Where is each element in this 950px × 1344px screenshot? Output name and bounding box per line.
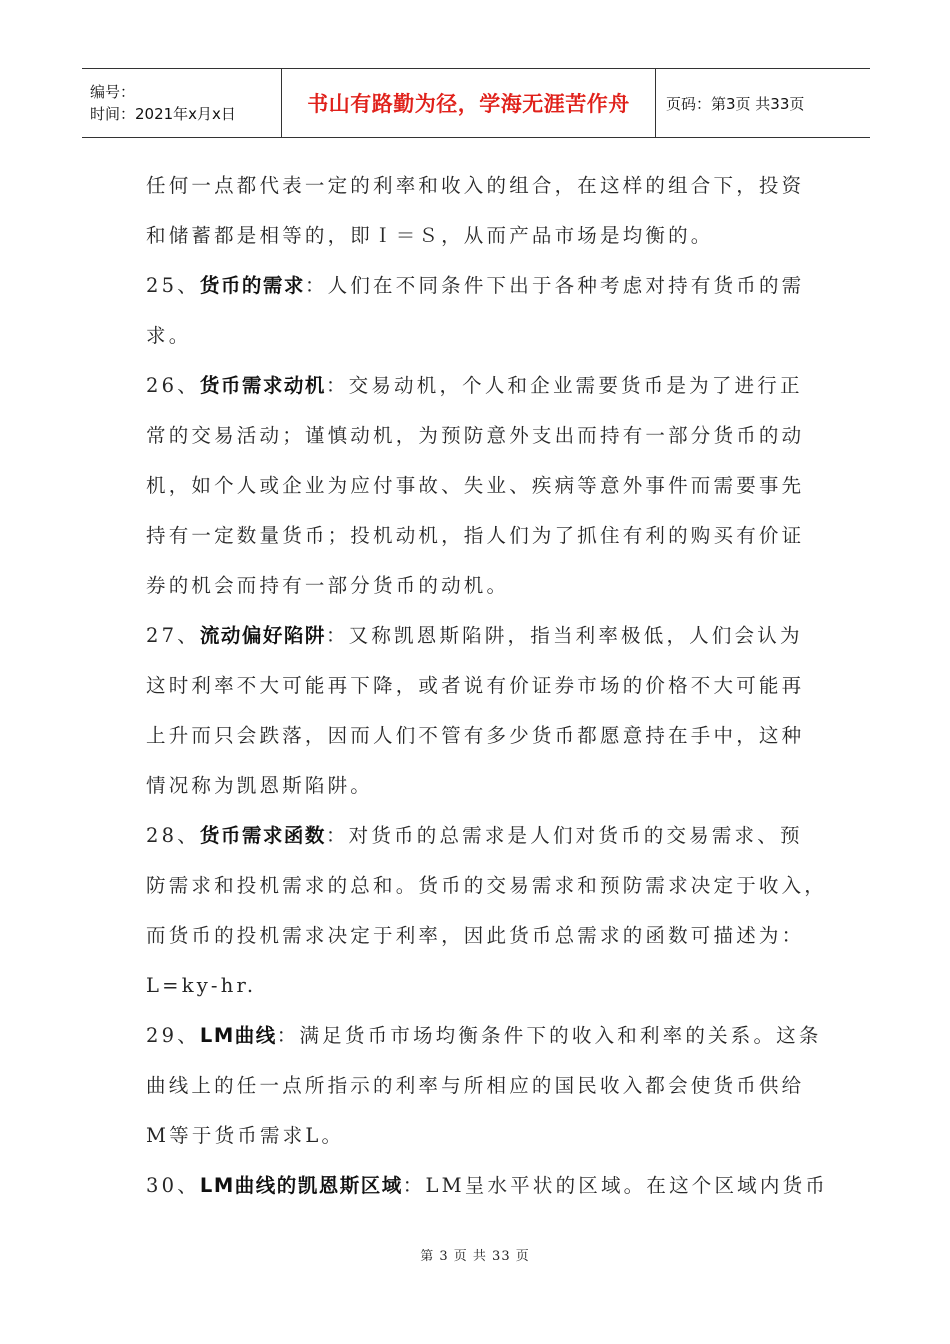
text-line [146,311,816,361]
line-text: 券的机会而持有一部分货币的动机。 [146,574,510,597]
line-text: 求。 [146,324,192,347]
line-text: ：交易动机，个人和企业需要货币是为了进行正 [325,374,803,397]
header-meta [82,69,282,137]
entry-number: 30、 [146,1174,200,1197]
line-text: 机，如个人或企业为应付事故、失业、疾病等意外事件而需要事先 [146,474,805,497]
definition-entry [146,811,816,861]
line-text: ：LM呈水平状的区域。在这个区域内货币 [402,1174,828,1197]
text-line [146,211,816,261]
term-heading: 货币需求函数 [199,824,326,847]
line-text: 而货币的投机需求决定于利率，因此货币总需求的函数可描述为： [146,924,805,947]
entry-number: 27、 [146,624,200,647]
line-text: 常的交易活动；谨慎动机，为预防意外支出而持有一部分货币的动 [146,424,805,447]
entry-number: 28、 [146,824,200,847]
header-motto: 书山有路勤为径，学海无涯苦作舟 [282,69,656,137]
line-text: 情况称为凯恩斯陷阱。 [146,774,374,797]
text-line [146,711,816,761]
line-text: 上升而只会跌落，因而人们不管有多少货币都愿意持在手中，这种 [146,724,805,747]
definition-entry [146,1161,828,1211]
line-text: ：人们在不同条件下出于各种考虑对持有货币的需 [304,274,805,297]
text-line [146,1061,816,1111]
document-header [82,68,870,138]
header-page-info: 页码：第3页 共33页 [666,94,805,113]
text-line [146,461,816,511]
line-text: ：对货币的总需求是人们对货币的交易需求、预 [325,824,803,847]
text-line [146,161,816,211]
definition-entry [146,261,816,311]
line-text: 曲线上的任一点所指示的利率与所相应的国民收入都会使货币供给 [146,1074,805,1097]
text-line [146,961,816,1011]
line-text: 任何一点都代表一定的利率和收入的组合，在这样的组合下，投资 [146,174,805,197]
document-body [146,161,828,1211]
text-line [146,1111,816,1161]
line-text: M等于货币需求L。 [146,1124,345,1147]
entry-number: 29、 [146,1024,200,1047]
definition-entry [146,611,816,661]
term-heading: 货币需求动机 [199,374,326,397]
line-text: 持有一定数量货币；投机动机，指人们为了抓住有利的购买有价证 [146,524,805,547]
term-heading: LM曲线 [199,1024,277,1047]
term-heading: LM曲线的凯恩斯区域 [199,1174,403,1197]
term-heading: 货币的需求 [199,274,305,297]
definition-entry [146,1011,822,1061]
text-line [146,761,816,811]
text-line [146,861,828,911]
text-line [146,511,816,561]
page-footer: 第 3 页 共 33 页 [420,1249,530,1264]
line-text: ：又称凯恩斯陷阱，指当利率极低，人们会认为 [325,624,803,647]
text-line [146,661,816,711]
document-date: 时间：2021年x月x日 [90,105,236,123]
line-text: ：满足货币市场均衡条件下的收入和利率的关系。这条 [276,1024,822,1047]
term-heading: 流动偏好陷阱 [199,624,326,647]
text-line [146,561,816,611]
entry-number: 25、 [146,274,200,297]
definition-entry [146,361,816,411]
document-number-label: 编号： [90,83,136,101]
line-text: 这时利率不大可能再下降，或者说有价证券市场的价格不大可能再 [146,674,805,697]
line-text: 防需求和投机需求的总和。货币的交易需求和预防需求决定于收入， [146,874,828,897]
entry-number: 26、 [146,374,200,397]
text-line [146,911,816,961]
line-text: 和储蓄都是相等的，即Ｉ＝Ｓ，从而产品市场是均衡的。 [146,224,714,247]
text-line [146,411,816,461]
line-text: L=ky-hr. [146,974,257,997]
